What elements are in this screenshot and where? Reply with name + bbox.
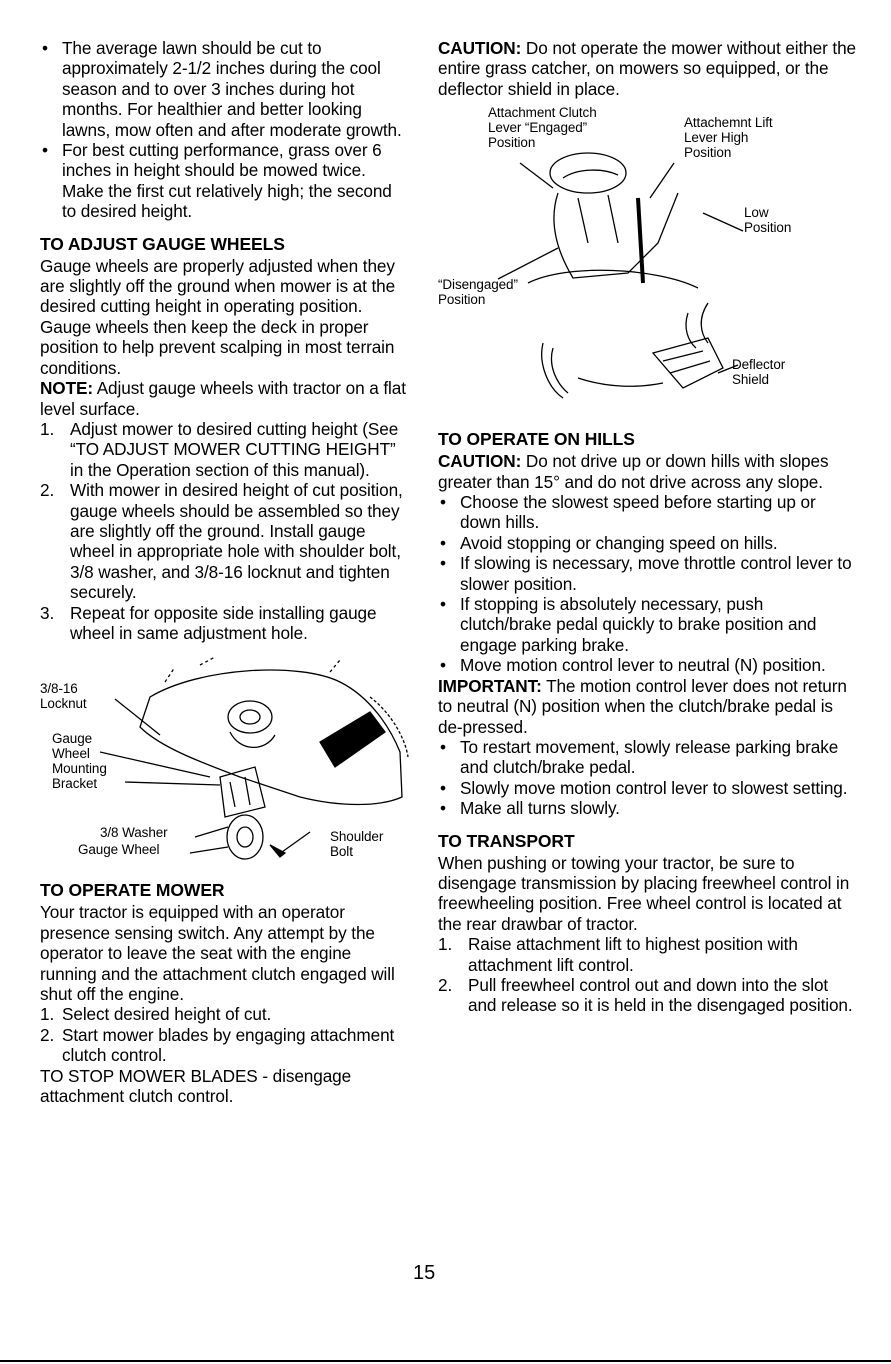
page-number: 15 [413, 1262, 436, 1284]
list-item: • Avoid stopping or changing speed on hills. [438, 533, 858, 553]
step-text: Adjust mower to desired cutting height (See “TO ADJUST MOWER CUTTING HEIGHT” in the Operation section of this manual). [70, 418, 399, 480]
list-item: • Slowly move motion control lever to slowest setting. [438, 778, 858, 798]
deflector-shield-label: Deflector Shield [732, 357, 786, 388]
list-item [40, 1004, 410, 1024]
attachment-lever-illustration [438, 103, 858, 429]
bracket-label: Gauge Wheel Mounting Bracket [52, 731, 107, 792]
list-item [40, 603, 410, 644]
note-text: Adjust gauge wheels with tractor on a flat level surface. [40, 378, 406, 419]
step-text: Raise attachment lift to highest position with attachment lift control. [468, 934, 798, 975]
caution-text: Do not operate the mower without either the entire grass catcher, on mowers so equipped, or the deflector shield in place. [438, 38, 856, 99]
step-number: 2. [40, 480, 55, 501]
list-item: • For best cutting performance, grass over 6 inches in height should be mowed twice. Make the first cut relatively high; the second to desired height. [40, 140, 410, 222]
section-heading-operate-mower: TO OPERATE MOWER [40, 880, 225, 901]
step-text: With mower in desired height of cut position, gauge wheels should be assembled so they are slightly off the ground. Install gauge wheel in appropriate hole with shoulder bolt, 3/8 washer, and 3/8-16 locknut and tighten securely. [70, 480, 403, 603]
section-heading-gauge-wheels: TO ADJUST GAUGE WHEELS [40, 233, 285, 254]
disengaged-position-label: “Disengaged” Position [438, 277, 518, 308]
step-number: 2. [40, 1024, 55, 1045]
step-number: 2. [438, 974, 453, 995]
caution [438, 38, 858, 99]
step-number: 3. [40, 602, 55, 623]
section-heading-transport: TO TRANSPORT [438, 830, 575, 851]
important-label: IMPORTANT: [438, 675, 542, 696]
hills-caution-text: Do not drive up or down hills with slopes greater than 15° and do not drive across any slope. [438, 451, 829, 492]
section-heading-hills: TO OPERATE ON HILLS [438, 429, 635, 450]
shoulder-bolt-label: Shoulder Bolt [330, 829, 384, 860]
lift-high-position-label: Attachemnt Lift Lever High Position [684, 115, 773, 161]
list-item [438, 975, 858, 1016]
gauge-wheel-label: Gauge Wheel [78, 842, 160, 858]
list-item: • Make all turns slowly. [438, 798, 858, 818]
step-text: Start mower blades by engaging attachment clutch control. [62, 1024, 395, 1066]
step-text: Repeat for opposite side installing gauge wheel in same adjustment hole. [70, 602, 377, 643]
engaged-position-label: Attachment Clutch Lever “Engaged” Position [488, 105, 597, 151]
locknut-label: 3/8-16 Locknut [40, 681, 87, 712]
hills-caution [438, 451, 858, 492]
bottom-rule [0, 1360, 891, 1362]
paragraph: When pushing or towing your tractor, be sure to disengage transmission by placing freewheel control in freewheeling position. Free wheel control is located at the rear drawbar of tractor. [438, 852, 850, 934]
list-item [438, 934, 858, 975]
note [40, 378, 410, 419]
right-column [438, 38, 858, 1016]
stop-instruction: TO STOP MOWER BLADES - disengage attachment clutch control. [40, 1065, 352, 1107]
step-text: Select desired height of cut. [62, 1004, 272, 1025]
list-item [40, 419, 410, 480]
list-item: • The average lawn should be cut to approximately 2-1/2 inches during the cool season and to over 3 inches during hot months. For healthier and better looking lawns, mow often and after moderate growth. [40, 38, 410, 140]
left-column [40, 38, 410, 1106]
list-item [40, 480, 410, 602]
list-item [40, 1025, 410, 1066]
hills-caution-label: CAUTION: [438, 451, 522, 472]
important-note [438, 676, 858, 737]
caution-label: CAUTION: [438, 38, 522, 58]
low-position-label: Low Position [744, 205, 792, 236]
important-text: The motion control lever does not return to neutral (N) position when the clutch/brake pedal is de-pressed. [438, 675, 847, 737]
list-item: • Choose the slowest speed before starting up or down hills. [438, 492, 858, 533]
attachment-lever-figure [438, 103, 858, 429]
list-item: • To restart movement, slowly release parking brake and clutch/brake pedal. [438, 737, 858, 778]
step-number: 1. [40, 418, 55, 439]
paragraph: Gauge wheels are properly adjusted when they are slightly off the ground when mower is at the desired cutting height in operating position. Gauge wheels then keep the deck in proper position to help prevent scalping in most terrain conditions. [40, 255, 396, 378]
washer-label: 3/8 Washer [100, 825, 168, 841]
list-item: • If slowing is necessary, move throttle control lever to slower position. [438, 553, 858, 594]
step-number: 1. [40, 1004, 55, 1025]
step-text: Pull freewheel control out and down into the slot and release so it is held in the disengaged position. [468, 974, 853, 1016]
list-item: • Move motion control lever to neutral (N) position. [438, 655, 858, 675]
step-number: 1. [438, 934, 453, 955]
gauge-wheel-figure [40, 657, 410, 872]
paragraph: Your tractor is equipped with an operator presence sensing switch. Any attempt by the operator to leave the seat with the engine running and the attachment clutch engaged will shut off the engine. [40, 902, 395, 1004]
note-label: NOTE: [40, 378, 93, 399]
list-item: • If stopping is absolutely necessary, push clutch/brake pedal quickly to brake position and engage parking brake. [438, 594, 858, 655]
